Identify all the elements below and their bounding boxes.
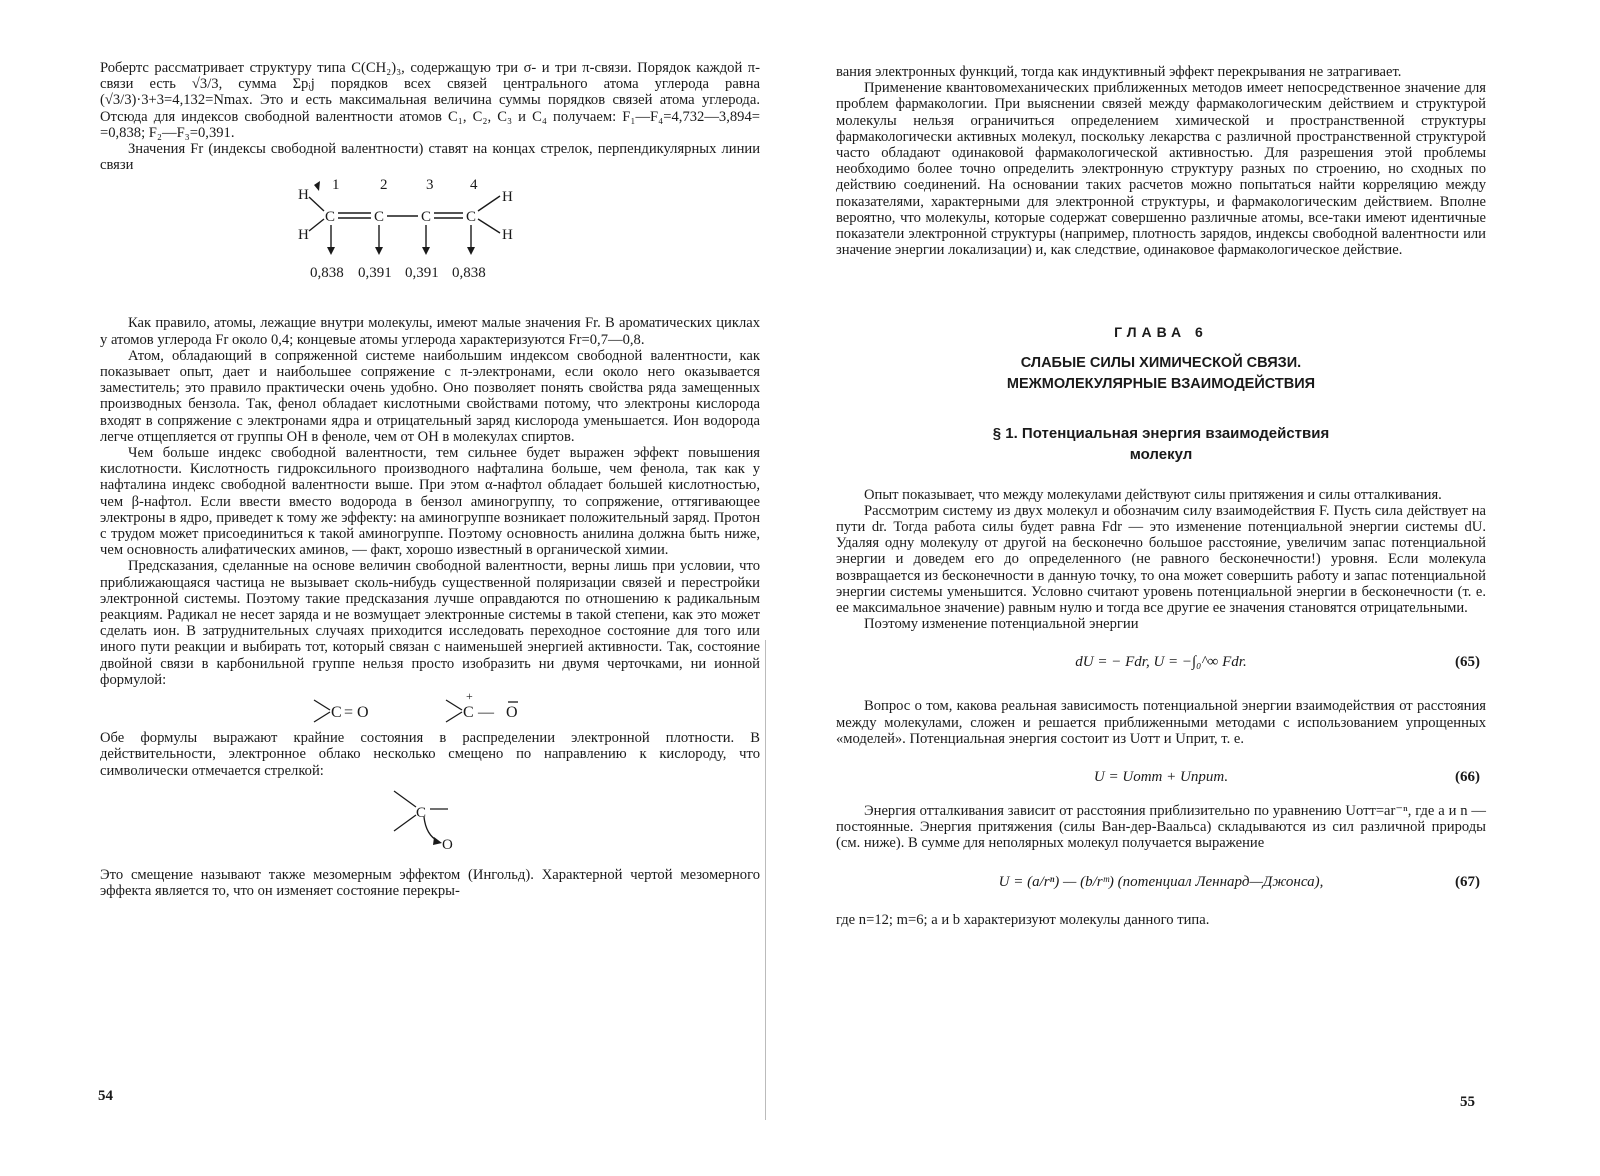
page-fold xyxy=(765,640,766,1120)
equation-65 xyxy=(836,640,1486,690)
hydrogen-atom: H xyxy=(502,189,513,206)
atom-number: 3 xyxy=(426,177,434,194)
paragraph: Обе формулы выражают крайние состояния в распределении электронной плотности. В действительности, электронное облако несколько смещено по направлению к кислороду, что символически отмечается стрелкой: xyxy=(100,730,760,779)
hydrogen-atom: H xyxy=(502,227,513,244)
equation-expression: dU = − Fdr, U = −∫₀^∞ Fdr. xyxy=(1075,654,1247,671)
paragraph: Энергия отталкивания зависит от расстояния приблизительно по уравнению Uотт=ar⁻ⁿ, где a и n — постоянные. Энергия притяжения (силы Ван-дер-Ваальса) складываются из сил различной природы (см. ниже). В сумме для неполярных молекул получается выражение xyxy=(836,803,1486,852)
equation-number: (67) xyxy=(1455,873,1480,890)
right-page xyxy=(836,64,1486,928)
carbon-atom: C xyxy=(463,704,474,722)
carbon-atom: C xyxy=(466,209,477,226)
left-page xyxy=(100,60,760,899)
free-valence-value: 0,391 xyxy=(358,265,392,282)
hydrogen-atom: H xyxy=(298,227,309,244)
chapter-label: ГЛАВА 6 xyxy=(1114,324,1208,341)
carbon-atom: C xyxy=(331,704,342,722)
atom-number: 2 xyxy=(380,177,388,194)
oxygen-atom: O xyxy=(442,836,453,853)
butadiene-diagram xyxy=(270,173,590,295)
carbon-atom: C xyxy=(421,209,432,226)
paragraph: вания электронных функций, тогда как индуктивный эффект перекрывания не затрагивает. xyxy=(836,64,1402,80)
atom-number: 4 xyxy=(470,177,478,194)
equation-number: (65) xyxy=(1455,654,1480,671)
paragraph: Предсказания, сделанные на основе величин свободной валентности, верны лишь при условии, что приближающаяся частица не вызывает сколь-нибудь существенной поляризации связей и перестройки электронной системы. Поэтому такие предсказания лучше оправдаются по отношению к радикальным реакциям. Радикал не несет заряда и не возмущает электронные системы в такой степени, как это может сделать ион. В затруднительных случаях приходится исследовать переходное состояние для того или иного пути реакции и выбирать тот, который связан с наименьшей энергией активности. Так, состояние двойной связи в карбонильной группе нельзя просто изобразить ни двумя черточками, ни ионной формулой: xyxy=(100,558,760,688)
equation-number: (66) xyxy=(1455,769,1480,786)
section-title-line: молекул xyxy=(1129,445,1193,463)
paragraph: Значения Fr (индексы свободной валентности) ставят на концах стрелок, перпендикулярных линии связи xyxy=(100,141,760,174)
equation-67 xyxy=(836,860,1486,904)
charge-plus: + xyxy=(466,689,473,704)
oxygen-atom: O xyxy=(357,704,369,722)
paragraph: Поэтому изменение потенциальной энергии xyxy=(864,616,1139,633)
paragraph: Чем больше индекс свободной валентности, тем сильнее будет выражен эффект повышения кислотности. Кислотность гидроксильного производного нафталина больше, чем фенола, так как у нафталина индекс свободной валентности выше. При этом α-нафтол обладает большей кислотностью, чем β-нафтол. Если ввести вместо водорода в бензол аминогруппу, то сопряжение, оттягивающее электроны в ядро, приведет к тому же эффекту: на аминогруппе возникает положительный заряд. Протон с трудом может присоединиться к такой аминогруппе. Поэтому основность анилина должна быть ниже, чем основность алифатических аминов, — факт, хорошо известный в органической химии. xyxy=(100,445,760,559)
free-valence-value: 0,838 xyxy=(310,265,344,282)
paragraph: где n=12; m=6; a и b характеризуют молекулы данного типа. xyxy=(836,911,1210,928)
single-bond: — xyxy=(478,704,494,722)
mesomeric-arrow-diagram xyxy=(360,779,500,859)
paragraph: Как правило, атомы, лежащие внутри молекулы, имеют малые значения Fr. В ароматических циклах у атомов углерода Fr около 0,4; концевые атомы углерода характеризуются Fr=0,7—0,8. xyxy=(100,315,760,348)
chapter-title xyxy=(836,353,1486,395)
equation-expression: U = Uотт + Uприт. xyxy=(1093,769,1229,786)
page-number: 54 xyxy=(98,1088,113,1104)
free-valence-value: 0,838 xyxy=(452,265,486,282)
paragraph: Это смещение называют также мезомерным эффектом (Ингольд). Характерной чертой мезомерного эффекта является то, что он изменяет состояние перекры- xyxy=(100,866,760,899)
chapter-title-line: СЛАБЫЕ СИЛЫ ХИМИЧЕСКОЙ СВЯЗИ. xyxy=(1020,354,1302,371)
hydrogen-atom: H xyxy=(298,187,309,204)
paragraph: Робертс рассматривает структуру типа C(CH₂)₃, содержащую три σ- и три π-связи. Порядок каждой π-связи есть √3/3, сумма Σpᵢj порядков всех связей центрального атома углерода равна (√3/3)·3+3=4,132=Nmax. Это и есть максимальная величина суммы порядков связей атома углерода. Отсюда для индексов свободной валентности атомов C₁, C₂, C₃ и C₄ получаем: F₁—F₄=4,732—3,894= =0,838; F₂—F₃=0,391. xyxy=(100,60,760,141)
oxygen-atom: O xyxy=(506,704,518,722)
paragraph: Применение квантовомеханических приближенных методов имеет непосредственное значение для проблем фармакологии. При выяснении связей между фармакологическим действием и структурой молекулы нельзя ограничиться определением химической и пространственной структуры фармакологически активных молекул, поскольку лекарства с различной пространственной структурой часто обладают одинаковой фармакологической активностью. Для разрешения этой проблемы необходимо более точно определить электронную структуру разных по строению, но сходных по действию соединений. На основании таких расчетов можно попытаться найти корреляцию между показателями, характерными для электронной структуры, и фармакологическим действием. Вполне вероятно, что молекулы, которые содержат совершенно различные атомы, все-таки имеют идентичные показатели электронной структуры (например, плотность зарядов, индексы свободной валентности или значение энергии локализации) и, как следствие, одинаковое фармакологическое действие. xyxy=(836,80,1486,259)
equation-expression: U = (a/rⁿ) — (b/rᵐ) (потенциал Леннард—Джонса), xyxy=(998,873,1324,890)
chapter-title-line: МЕЖМОЛЕКУЛЯРНЫЕ ВЗАИМОДЕЙСТВИЯ xyxy=(1006,375,1316,392)
paragraph: Рассмотрим систему из двух молекул и обозначим силу взаимодействия F. Пусть сила действует на пути dr. Тогда работа силы будет равна Fdr — это изменение потенциальной энергии системы dU. Удаляя одну молекулу от другой на бесконечно большое расстояние, увеличим запас потенциальной энергии и доведем его до определенного (не равного бесконечности!) уровня. Если молекула возвращается из бесконечности в данную точку, то она может совершить работу и запас потенциальной энергии системы уменьшится. Условно считают уровень потенциальной энергии в бесконечности (т. е. ее максимальное значение) равным нулю и тогда все другие ее значения становятся отрицательными. xyxy=(836,502,1486,617)
carbon-atom: C xyxy=(325,209,336,226)
section-title xyxy=(836,423,1486,465)
page-number: 55 xyxy=(1460,1094,1475,1110)
carbon-atom: C xyxy=(416,804,427,821)
paragraph: Опыт показывает, что между молекулами действуют силы притяжения и силы отталкивания. xyxy=(864,486,1442,503)
double-bond: = xyxy=(344,704,354,722)
free-valence-value: 0,391 xyxy=(405,265,439,282)
paragraph: Атом, обладающий в сопряженной системе наибольшим индексом свободной валентности, как показывает опыт, дает и наибольшее сопряжение с π-электронами, если около него оказывается заместитель; это правило практически очень удобно. Оно позволяет понять свойства ряда замещенных производных бензола. Так, фенол обладает кислотными свойствами потому, что электроны кислорода входят в сопряжение с электронами ядра и отрицательный заряд кислорода уменьшается. Ион водорода легче отщепляется от группы OH в феноле, чем от OH в молекулах спиртов. xyxy=(100,347,760,445)
carbon-atom: C xyxy=(374,209,385,226)
paragraph: Вопрос о том, какова реальная зависимость потенциальной энергии взаимодействия от расстояния между молекулами, сложен и решается приближенными методами с использованием упрощенных «моделей». Потенциальная энергия состоит из Uотт и Uприт, т. е. xyxy=(836,698,1486,747)
section-title-line: § 1. Потенциальная энергия взаимодействия xyxy=(992,424,1330,442)
carbonyl-formulas xyxy=(300,688,560,730)
equation-66 xyxy=(836,755,1486,795)
atom-number: 1 xyxy=(332,177,340,194)
